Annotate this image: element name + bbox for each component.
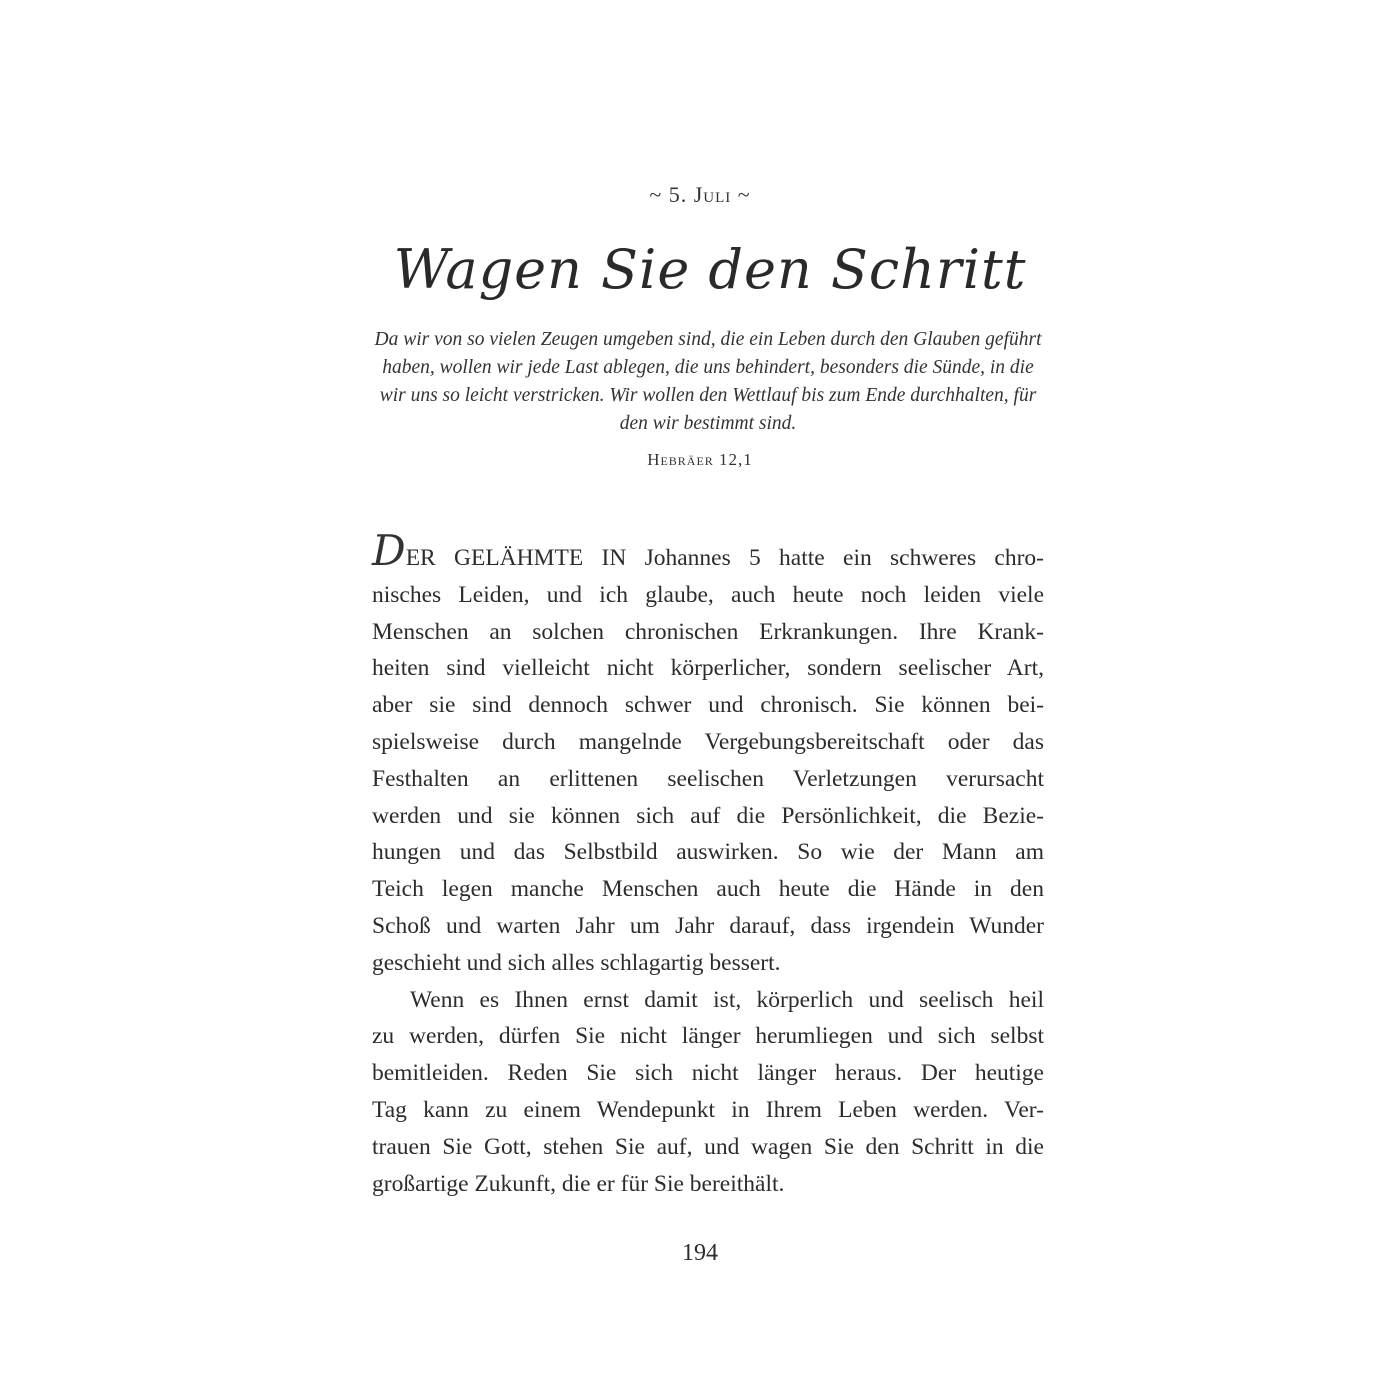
text-line: aber sie sind dennoch schwer und chronisch. Sie können bei- (372, 692, 1044, 719)
text-line: zu werden, dürfen Sie nicht länger herumliegen und sich selbst (372, 1023, 1044, 1050)
text-line: Menschen an solchen chronischen Erkrankungen. Ihre Krank- (372, 618, 1044, 645)
body-text (372, 526, 1044, 1202)
bible-verse: Da wir von so vielen Zeugen umgeben sind, die ein Leben durch den Glauben geführt haben, wollen wir jede Last ablegen, die uns behindert, besonders die Sünde, in die wir uns so leicht verstricken. Wir wollen den Wettlauf bis zum Ende durchhalten, für den wir bestimmt sind. (374, 329, 1042, 434)
text-line: geschieht und sich alles schlagartig bessert. (372, 949, 781, 976)
text-line: spielsweise durch mangelnde Vergebungsbereitschaft oder das (372, 728, 1044, 755)
drop-cap: D (372, 526, 406, 575)
page-title: Wagen Sie den Schritt (393, 238, 1027, 301)
text-line: bemitleiden. Reden Sie sich nicht länger heraus. Der heutige (372, 1060, 1044, 1087)
text-line: heiten sind vielleicht nicht körperlicher, sondern seelischer Art, (372, 655, 1044, 682)
text-line: werden und sie können sich auf die Persönlichkeit, die Bezie- (372, 802, 1044, 829)
paragraph-1 (372, 526, 1044, 982)
text-line: trauen Sie Gott, stehen Sie auf, und wagen Sie den Schritt in die (372, 1133, 1044, 1160)
text-line: hungen und das Selbstbild auswirken. So wie der Mann am (372, 839, 1044, 866)
text-line: Wenn es Ihnen ernst damit ist, körperlich und seelisch heil (410, 986, 1044, 1013)
page-number: 194 (682, 1240, 718, 1266)
text-line: Schoß und warten Jahr um Jahr darauf, dass irgendein Wunder (372, 912, 1044, 939)
text-line: Tag kann zu einem Wendepunkt in Ihrem Leben werden. Ver- (372, 1096, 1044, 1123)
text-line: nisches Leiden, und ich glaube, auch heute noch leiden viele (372, 581, 1044, 608)
text-line: Teich legen manche Menschen auch heute die Hände in den (372, 876, 1044, 903)
text-line: Festhalten an erlittenen seelischen Verletzungen verursacht (372, 765, 1044, 792)
date-heading (0, 182, 1400, 208)
paragraph-2 (372, 982, 1044, 1203)
date-text: ~ 5. Juli ~ (649, 182, 751, 207)
text-line: großartige Zukunft, die er für Sie bereithält. (372, 1170, 785, 1197)
text-line: DER GELÄHMTE IN Johannes 5 hatte ein schweres chro- (372, 526, 1044, 575)
verse-reference: Hebräer 12,1 (647, 450, 753, 469)
